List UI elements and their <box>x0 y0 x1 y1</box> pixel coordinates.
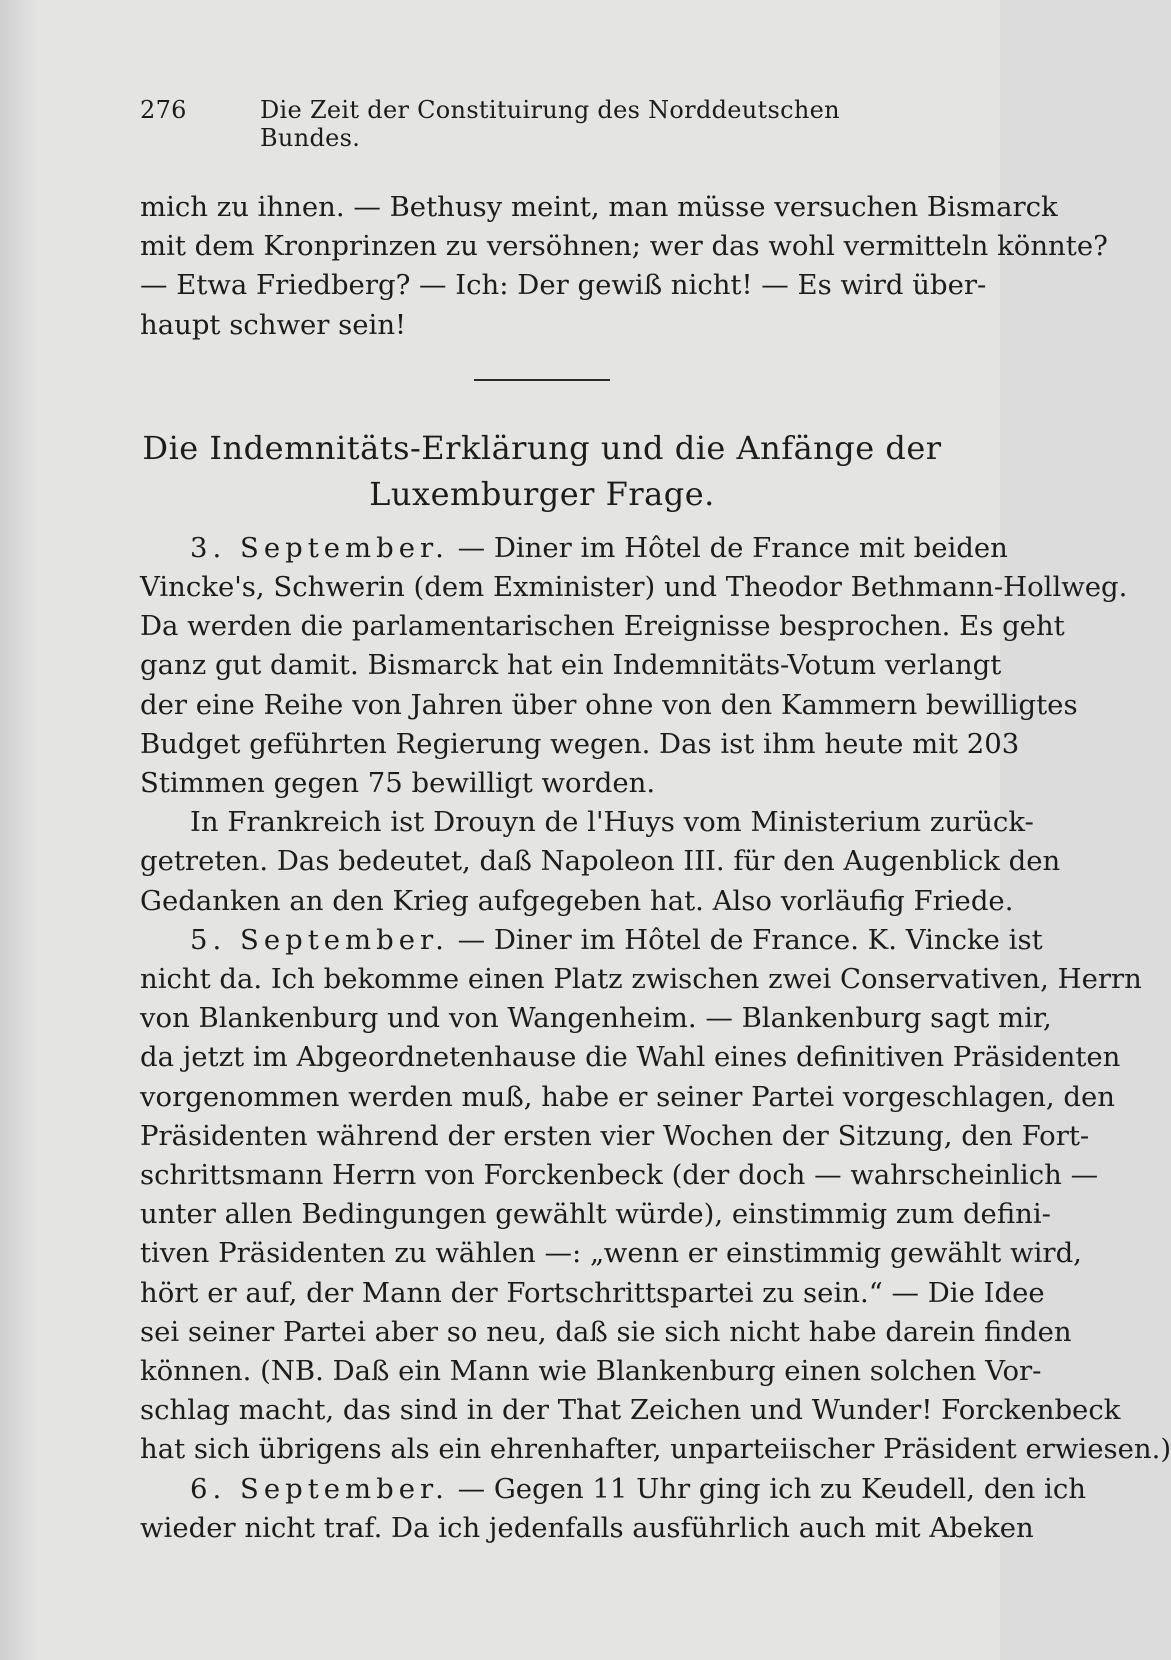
text-line: In Frankreich ist Drouyn de l'Huys vom Ministerium zurück- <box>190 806 1034 839</box>
text-line: da jetzt im Abgeordnetenhause die Wahl eines definitiven Präsidenten <box>140 1041 1121 1074</box>
text-line: Vincke's, Schwerin (dem Exminister) und Theodor Bethmann-Hollweg. <box>140 571 1128 604</box>
text-line: vorgenommen werden muß, habe er seiner Partei vorgeschlagen, den <box>140 1080 1116 1113</box>
text-line <box>140 529 1008 568</box>
text-line: — Etwa Friedberg? — Ich: Der gewiß nicht! — Es wird über- <box>140 269 987 302</box>
text-line: mit dem Kronprinzen zu versöhnen; wer das wohl vermitteln könnte? <box>140 230 1108 263</box>
text-line: Gedanken an den Krieg aufgegeben hat. Also vorläufig Friede. <box>140 884 1014 917</box>
text-line: hört er auf, der Mann der Fortschrittspartei zu sein.“ — Die Idee <box>140 1276 1045 1309</box>
text-line: unter allen Bedingungen gewählt würde), einstimmig zum defini- <box>140 1198 1051 1231</box>
section-heading-line: Die Indemnitäts-Erklärung und die Anfänge der <box>142 428 942 467</box>
paragraph-5-september <box>140 921 1171 1470</box>
entry-date: 3. September. <box>190 531 449 564</box>
text-line: Stimmen gegen 75 bewilligt worden. <box>140 767 656 800</box>
text-line: mich zu ihnen. — Bethusy meint, man müsse versuchen Bismarck <box>140 191 1058 223</box>
text-line: schlag macht, das sind in der That Zeichen und Wunder! Forckenbeck <box>140 1394 1121 1427</box>
text-line: hat sich übrigens als ein ehrenhafter, unparteiischer Präsident erwiesen.) <box>140 1433 1171 1466</box>
text-line: von Blankenburg und von Wangenheim. — Blankenburg sagt mir, <box>140 1002 1052 1035</box>
entry-text: — Gegen 11 Uhr ging ich zu Keudell, den ich <box>457 1472 1086 1505</box>
entry-date: 5. September. <box>190 923 449 956</box>
text-line: ganz gut damit. Bismarck hat ein Indemnitäts-Votum verlangt <box>140 649 1002 682</box>
text-line: nicht da. Ich bekomme einen Platz zwischen zwei Conservativen, Herrn <box>140 963 1142 996</box>
text-line: getreten. Das bedeutet, daß Napoleon III. für den Augenblick den <box>140 845 1061 878</box>
paragraph-3-september <box>140 529 1128 803</box>
text-line: sei seiner Partei aber so neu, daß sie sich nicht habe darein finden <box>140 1315 1072 1348</box>
entry-text: — Diner im Hôtel de France. K. Vincke ist <box>457 923 1043 956</box>
text-line: können. (NB. Daß ein Mann wie Blankenburg einen solchen Vor- <box>140 1355 1042 1388</box>
text-line: Budget geführten Regierung wegen. Das ist ihm heute mit 203 <box>140 727 1020 760</box>
section-heading <box>140 425 944 517</box>
entry-text: — Diner im Hôtel de France mit beiden <box>457 531 1008 564</box>
text-line: der eine Reihe von Jahren über ohne von den Kammern bewilligtes <box>140 688 1078 721</box>
text-line: haupt schwer sein! <box>140 308 407 341</box>
page-number: 276 <box>140 96 187 124</box>
section-divider <box>474 379 610 381</box>
page-gutter-shadow <box>0 0 38 1660</box>
text-line: tiven Präsidenten zu wählen —: „wenn er einstimmig gewählt wird, <box>140 1237 1082 1270</box>
entry-date: 6. September. <box>190 1472 449 1505</box>
text-block-continuation <box>140 188 1108 345</box>
running-head <box>140 96 944 152</box>
paragraph-frankreich <box>140 803 1061 921</box>
text-line: schrittsmann Herrn von Forckenbeck (der doch — wahrscheinlich — <box>140 1159 1099 1192</box>
text-line: wieder nicht traf. Da ich jedenfalls ausführlich auch mit Abeken <box>140 1511 1034 1544</box>
section-heading-line: Luxemburger Frage. <box>369 474 715 513</box>
text-line: Da werden die parlamentarischen Ereignisse besprochen. Es geht <box>140 610 1065 643</box>
text-line <box>140 1470 1086 1509</box>
text-line: Präsidenten während der ersten vier Wochen der Sitzung, den Fort- <box>140 1119 1090 1152</box>
running-head-title: Die Zeit der Constituirung des Norddeutschen Bundes. <box>260 96 840 152</box>
text-line <box>140 921 1043 960</box>
paragraph-6-september <box>140 1470 1086 1548</box>
